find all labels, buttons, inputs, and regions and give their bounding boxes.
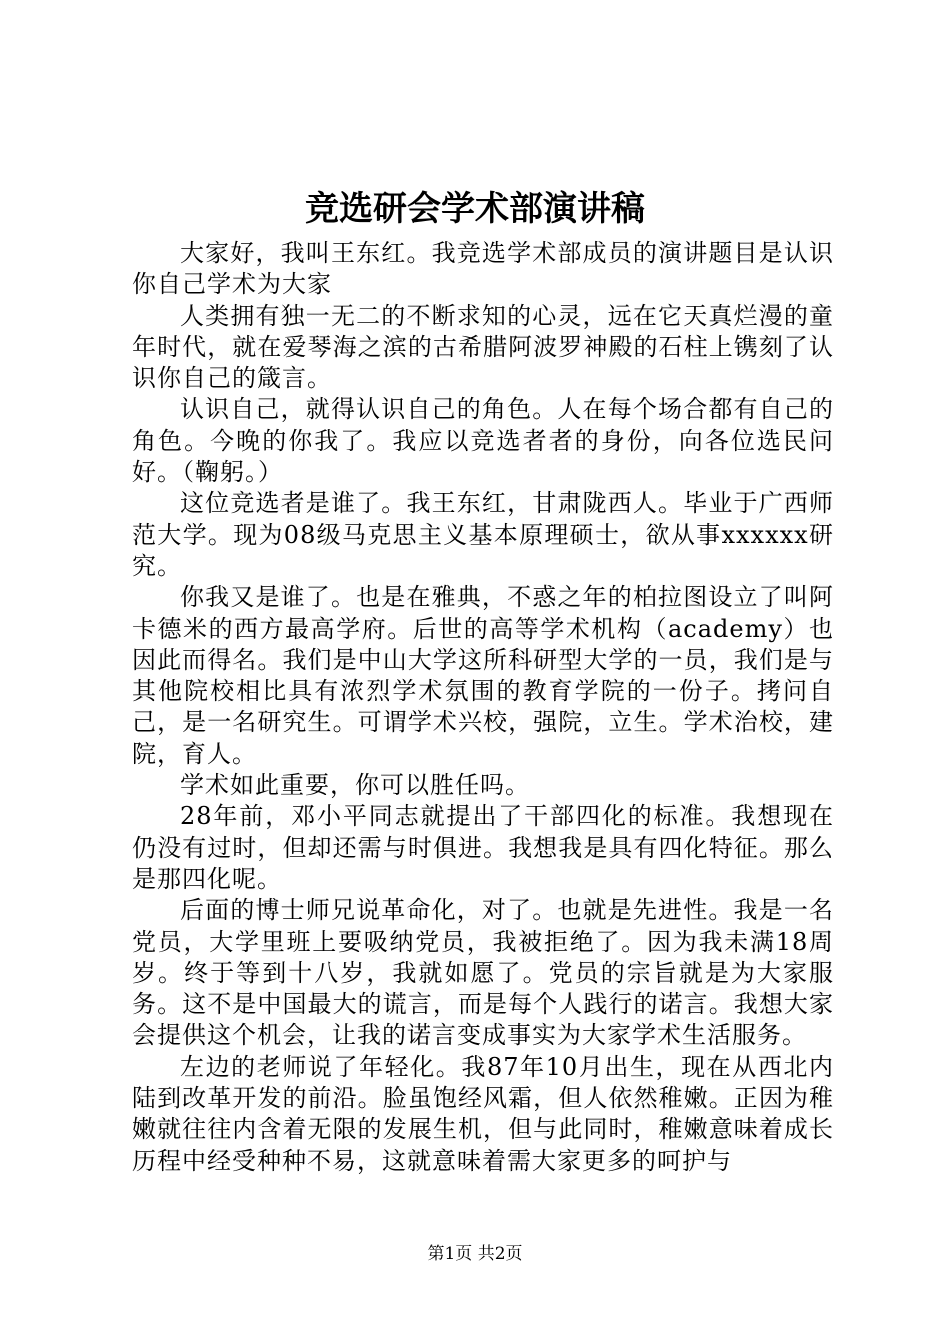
paragraph: 你我又是谁了。也是在雅典，不惑之年的柏拉图设立了叫阿卡德米的西方最高学府。后世的高等学术机构（academy）也因此而得名。我们是中山大学这所科研型大学的一员，我们是与其他院校相比具有浓烈学术氛围的教育学院的一份子。拷问自己，是一名研究生。可谓学术兴校，强院，立生。学术治校，建院，育人。 [132, 583, 834, 768]
paragraph: 28年前，邓小平同志就提出了干部四化的标准。我想现在仍没有过时，但却还需与时俱进。我想我是具有四化特征。那么是那四化呢。 [132, 802, 834, 893]
paragraph: 左边的老师说了年轻化。我87年10月出生，现在从西北内陆到改革开发的前沿。脸虽饱经风霜，但人依然稚嫩。正因为稚嫩就往往内含着无限的发展生机，但与此同时，稚嫩意味着成长历程中经受种种不易，这就意味着需大家更多的呵护与 [132, 1052, 834, 1175]
paragraph: 后面的博士师兄说革命化，对了。也就是先进性。我是一名党员，大学里班上要吸纳党员，我被拒绝了。因为我未满18周岁。终于等到十八岁，我就如愿了。党员的宗旨就是为大家服务。这不是中国最大的谎言，而是每个人践行的诺言。我想大家会提供这个机会，让我的诺言变成事实为大家学术生活服务。 [132, 896, 834, 1050]
page-number-footer: 第1页 共2页 [427, 1244, 523, 1264]
paragraph: 学术如此重要，你可以胜任吗。 [180, 771, 530, 800]
paragraph: 这位竞选者是谁了。我王东红，甘肃陇西人。毕业于广西师范大学。现为08级马克思主义基本原理硕士，欲从事xxxxxx研究。 [132, 489, 834, 580]
paragraph: 大家好，我叫王东红。我竞选学术部成员的演讲题目是认识你自己学术为大家 [132, 239, 834, 299]
document-body [132, 238, 834, 1177]
paragraph: 认识自己，就得认识自己的角色。人在每个场合都有自己的角色。今晚的你我了。我应以竞选者者的身份，向各位选民问好。（鞠躬。） [132, 395, 834, 487]
document-title: 竞选研会学术部演讲稿 [305, 189, 645, 229]
paragraph: 人类拥有独一无二的不断求知的心灵，远在它天真烂漫的童年时代，就在爱琴海之滨的古希腊阿波罗神殿的石柱上镌刻了认识你自己的箴言。 [132, 301, 834, 393]
